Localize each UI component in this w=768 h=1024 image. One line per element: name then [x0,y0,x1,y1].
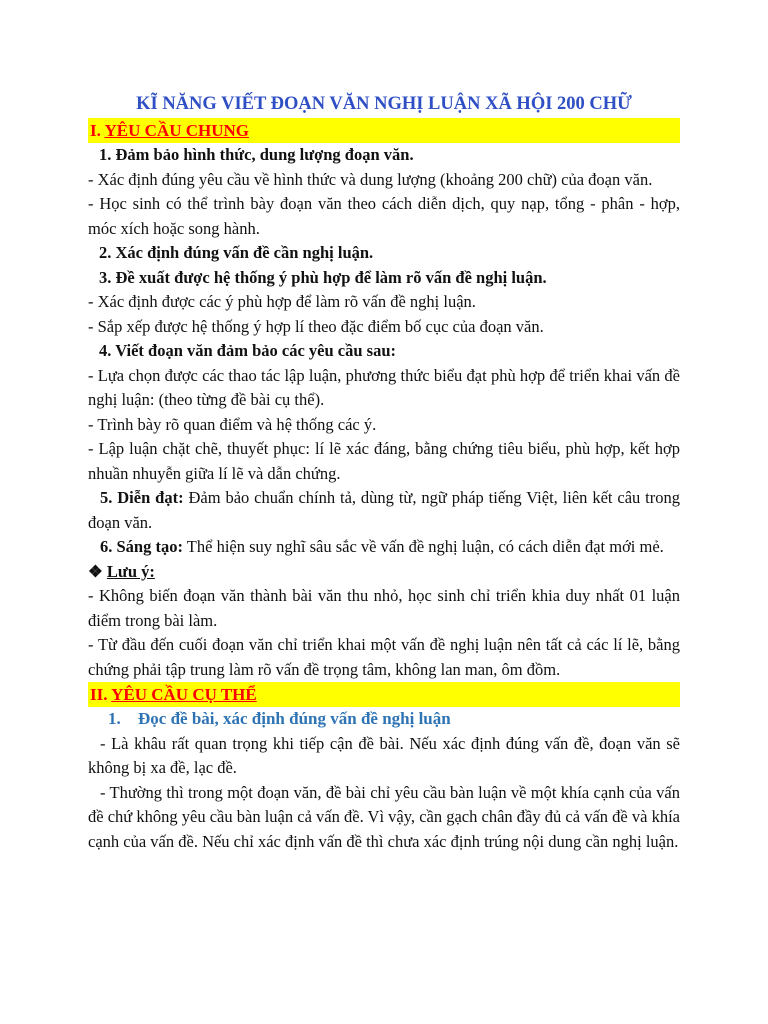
subsection-number: 1. [108,709,121,728]
paragraph: - Trình bày rõ quan điểm và hệ thống các ý. [88,414,377,434]
note-label: Lưu ý: [106,561,155,581]
requirement-label: 5. Diễn đạt: [100,488,184,507]
paragraph: - Xác định đúng yêu cầu về hình thức và dung lượng (khoảng 200 chữ) của đoạn văn. [88,169,653,189]
paragraph: - Lựa chọn được các thao tác lập luận, phương thức biểu đạt phù hợp để triển khai vấn đề nghị luận: (theo từng đề bài cụ thể). [88,365,680,409]
requirement-label: 6. Sáng tạo: [100,537,183,556]
document-title: KĨ NĂNG VIẾT ĐOẠN VĂN NGHỊ LUẬN XÃ HỘI 200 CHỮ [136,94,632,114]
paragraph: - Từ đầu đến cuối đoạn văn chỉ triển khai một vấn đề nghị luận nên tất cả các lí lẽ, bằng chứng phải tập trung làm rõ vấn đề trọng tâm, không lan man, ôm đồm. [88,635,680,679]
paragraph: - Thường thì trong một đoạn văn, đề bài chỉ yêu cầu bàn luận về một khía cạnh của vấn đề chứ không yêu cầu bàn luận cả vấn đề. Vì vậy, cần gạch chân đầy đủ cả vấn đề và khía cạnh của vấn đề. Nếu chỉ xác định vấn đề thì chưa xác định trúng nội dung cần nghị luận. [88,782,680,851]
section-heading-general [88,118,680,143]
document-page [88,92,680,854]
note-heading [88,560,680,585]
section-heading-specific [88,682,680,707]
paragraph: - Học sinh có thể trình bày đoạn văn theo cách diễn dịch, quy nạp, tổng - phân - hợp, móc xích hoặc song hành. [88,194,680,238]
requirement-heading-2: 2. Xác định đúng vấn đề cần nghị luận. [99,243,374,262]
section-label: YÊU CẦU CỤ THỂ [111,685,257,704]
paragraph: - Xác định được các ý phù hợp để làm rõ vấn đề nghị luận. [88,292,476,311]
diamond-bullet-icon: ❖ [88,561,103,581]
requirement-text: Đảm bảo chuẩn chính tả, dùng từ, ngữ pháp tiếng Việt, liên kết câu trong đoạn văn. [88,488,680,532]
section-label: YÊU CẦU CHUNG [104,121,249,140]
paragraph: - Lập luận chặt chẽ, thuyết phục: lí lẽ xác đáng, bằng chứng tiêu biểu, phù hợp, kết hợp nhuần nhuyễn giữa lí lẽ và dẫn chứng. [88,439,680,483]
subsection-label: Đọc đề bài, xác định đúng vấn đề nghị luận [138,709,451,728]
requirement-heading-3: 3. Đề xuất được hệ thống ý phù hợp để làm rõ vấn đề nghị luận. [99,267,547,287]
requirement-text: Thể hiện suy nghĩ sâu sắc về vấn đề nghị luận, có cách diễn đạt mới mẻ. [182,537,664,556]
paragraph: - Sắp xếp được hệ thống ý hợp lí theo đặc điểm bố cục của đoạn văn. [88,316,544,336]
section-number: I. [90,121,101,140]
paragraph: - Là khâu rất quan trọng khi tiếp cận đề bài. Nếu xác định đúng vấn đề, đoạn văn sẽ không bị xa đề, lạc đề. [88,733,680,777]
paragraph: - Không biến đoạn văn thành bài văn thu nhỏ, học sinh chỉ triển khia duy nhất 01 luận điểm trong bài làm. [88,586,680,630]
requirement-6 [88,535,680,560]
subsection-heading [88,707,680,732]
section-number: II. [90,685,108,704]
requirement-heading-1: 1. Đảm bảo hình thức, dung lượng đoạn văn. [99,145,414,164]
requirement-heading-4: 4. Viết đoạn văn đảm bảo các yêu cầu sau: [99,341,397,360]
requirement-5 [88,486,680,535]
